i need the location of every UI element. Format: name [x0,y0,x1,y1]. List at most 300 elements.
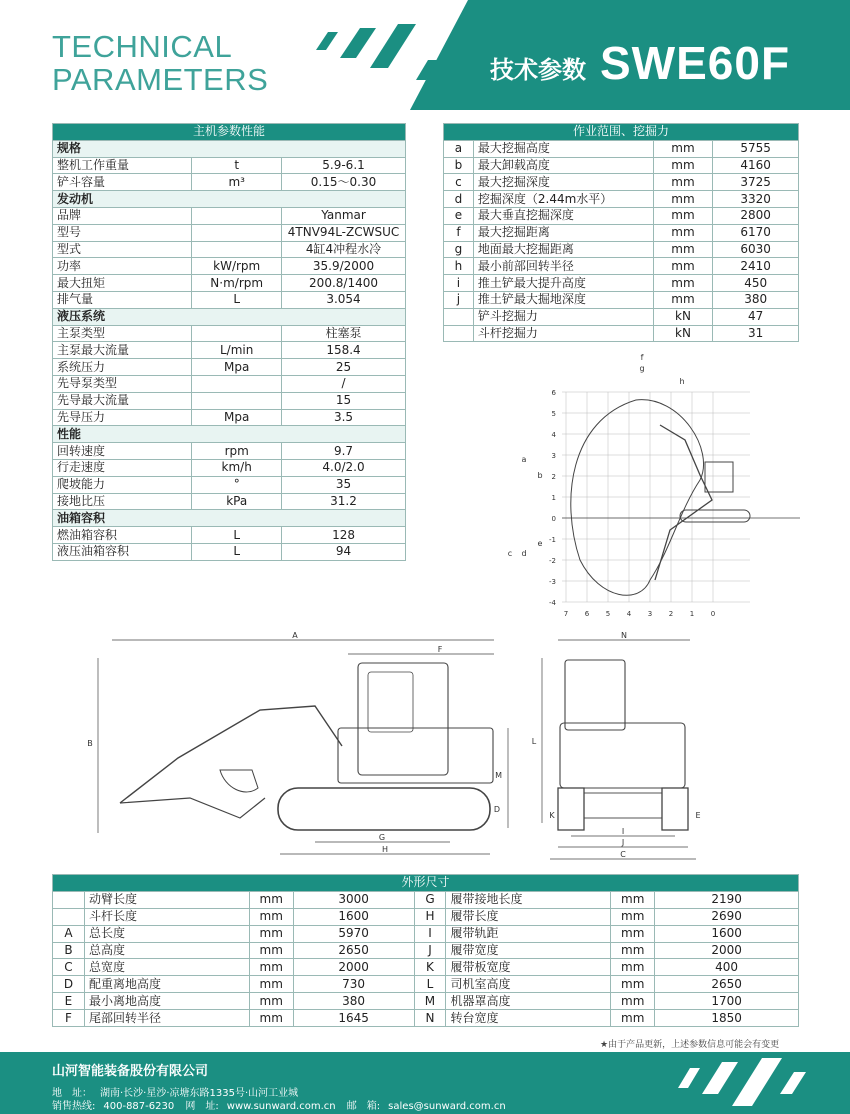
table-row [53,291,406,308]
table-row [444,207,799,224]
dim-unit: mm [611,1010,655,1027]
section-row [53,140,406,157]
table-row [53,493,406,510]
param-unit [192,224,282,241]
param-value: 3725 [713,174,799,191]
main-params-title: 主机参数性能 [53,124,406,141]
param-unit [192,375,282,392]
dimensions-table [52,874,799,1027]
dim-value: 2000 [655,942,799,959]
side-label-m: M [495,771,502,780]
param-label: 功率 [53,258,192,275]
table-row [53,476,406,493]
param-value: 3320 [713,191,799,208]
param-label: 推土铲最大提升高度 [473,275,653,292]
section-row [53,510,406,527]
param-unit: rpm [192,443,282,460]
front-view-diagram [520,628,735,868]
range-y-tick: 1 [551,494,556,502]
side-label-b: B [87,739,93,748]
param-unit: Mpa [192,409,282,426]
dim-value: 730 [293,976,414,993]
company-name: 山河智能装备股份有限公司 [52,1064,209,1079]
range-label-a: a [521,455,527,464]
param-label: 回转速度 [53,443,192,460]
table-row [53,1010,799,1027]
footer-stripes-decoration [670,1058,810,1108]
row-key: c [444,174,474,191]
param-value: Yanmar [282,207,406,224]
table-row [444,157,799,174]
dim-key: J [414,942,446,959]
table-row [444,140,799,157]
dimensions-title: 外形尺寸 [53,875,799,892]
param-unit: kN [653,308,713,325]
side-label-f: F [437,645,443,654]
dim-unit: mm [249,891,293,908]
range-y-tick: 5 [551,410,556,418]
table-row [53,409,406,426]
dim-value: 1700 [655,993,799,1010]
param-unit: mm [653,157,713,174]
dim-value: 3000 [293,891,414,908]
web-link[interactable]: www.sunward.com.cn [226,1101,336,1112]
param-label: 型号 [53,224,192,241]
side-stick [120,798,265,818]
range-label-f: f [640,353,644,362]
row-key: f [444,224,474,241]
param-value: 9.7 [282,443,406,460]
param-value: 4缸4冲程水冷 [282,241,406,258]
footer-stripe-1 [678,1068,700,1088]
dim-label: 尾部回转半径 [84,1010,249,1027]
param-label: 最大扭矩 [53,275,192,292]
row-key: a [444,140,474,157]
dim-unit: mm [611,942,655,959]
dim-key: D [53,976,85,993]
dim-unit: mm [249,925,293,942]
table-row [53,241,406,258]
header-stripe-3 [370,24,416,68]
dimensions-header-row [53,875,799,892]
dim-label: 配重离地高度 [84,976,249,993]
range-envelope [571,400,704,596]
param-unit: Mpa [192,359,282,376]
table-row [444,308,799,325]
email-link[interactable]: sales@sunward.com.cn [388,1101,506,1112]
dim-key [53,908,85,925]
dim-label: 机器罩高度 [446,993,611,1010]
table-row [53,925,799,942]
dim-key: C [53,959,85,976]
range-label-c: c [507,549,513,558]
table-row [53,375,406,392]
model-name: SWE60F [600,37,791,89]
table-row [53,258,406,275]
param-unit: L [192,291,282,308]
dim-label: 转台宽度 [446,1010,611,1027]
param-unit: km/h [192,459,282,476]
side-cab-window [368,672,413,732]
section-row [53,191,406,208]
footer-contact [52,1097,514,1112]
side-label-a: A [292,631,298,640]
param-value: 200.8/1400 [282,275,406,292]
working-range-diagram [500,350,810,620]
param-label: 主泵类型 [53,325,192,342]
dim-label: 总宽度 [84,959,249,976]
table-row [53,275,406,292]
range-x-tick: 0 [710,610,716,618]
range-x-tick: 2 [668,610,674,618]
table-row [444,291,799,308]
dim-key: B [53,942,85,959]
table-row [53,891,799,908]
work-range-table [443,123,799,342]
param-label: 主泵最大流量 [53,342,192,359]
dim-key: A [53,925,85,942]
param-value: 4160 [713,157,799,174]
front-label-c: C [620,850,626,859]
dim-key: G [414,891,446,908]
range-x-tick: 7 [563,610,569,618]
dim-value: 2000 [293,959,414,976]
param-label: 先导最大流量 [53,392,192,409]
row-key: i [444,275,474,292]
section-title: 规格 [53,140,406,157]
dim-unit: mm [249,976,293,993]
front-label-k: K [549,811,555,820]
dim-unit: mm [249,1010,293,1027]
title-en [52,30,268,96]
section-title: 油箱容积 [53,510,406,527]
param-label: 型式 [53,241,192,258]
hotline-label: 销售热线: [52,1101,96,1112]
param-value: 35.9/2000 [282,258,406,275]
side-label-h: H [381,845,389,854]
param-label: 最大挖掘高度 [473,140,653,157]
row-key: e [444,207,474,224]
front-undercarriage [584,793,662,818]
param-label: 铲斗挖掘力 [473,308,653,325]
param-value: 31.2 [282,493,406,510]
table-row [53,392,406,409]
param-label: 斗杆挖掘力 [473,325,653,342]
param-unit: mm [653,275,713,292]
param-label: 最大卸载高度 [473,157,653,174]
table-row [53,527,406,544]
param-value: / [282,375,406,392]
range-x-tick: 1 [689,610,695,618]
param-unit: kPa [192,493,282,510]
param-unit: L [192,527,282,544]
table-row [53,342,406,359]
dim-label: 履带轨距 [446,925,611,942]
dim-value: 1600 [655,925,799,942]
range-cab [705,462,733,492]
param-unit: mm [653,174,713,191]
param-unit [192,325,282,342]
main-params-body [53,124,406,561]
param-unit [192,207,282,224]
range-y-tick: 4 [551,431,556,439]
param-label: 液压油箱容积 [53,543,192,560]
range-grid [549,389,750,618]
row-key: h [444,258,474,275]
disclaimer-note: ★由于产品更新，上述参数信息可能会有变更 [600,1040,780,1050]
param-unit [192,392,282,409]
work-range-title: 作业范围、挖掘力 [444,124,799,141]
dim-key: N [414,1010,446,1027]
side-label-d: D [493,805,500,814]
table-row [53,959,799,976]
front-track-right [662,788,688,830]
dim-value: 5970 [293,925,414,942]
param-value: 柱塞泵 [282,325,406,342]
param-value: 4TNV94L-ZCWSUC [282,224,406,241]
table-row [53,942,799,959]
table-row [444,241,799,258]
dim-value: 2650 [655,976,799,993]
param-unit: mm [653,191,713,208]
dim-label: 司机室高度 [446,976,611,993]
param-label: 最大挖掘距离 [473,224,653,241]
param-label: 品牌 [53,207,192,224]
param-value: 5.9-6.1 [282,157,406,174]
param-unit: mm [653,207,713,224]
param-unit: N·m/rpm [192,275,282,292]
range-label-e: e [537,539,543,548]
email-label: 邮 箱: [346,1101,381,1112]
param-label: 先导压力 [53,409,192,426]
work-range-header-row [444,124,799,141]
param-value: 15 [282,392,406,409]
param-value: 380 [713,291,799,308]
header-stripe-1 [316,32,338,50]
section-title: 液压系统 [53,308,406,325]
dim-value: 400 [655,959,799,976]
row-key [444,325,474,342]
side-view-diagram [80,628,510,868]
front-body [560,723,685,788]
param-unit: mm [653,140,713,157]
range-x-tick: 4 [626,610,632,618]
footer-stripe-3 [732,1058,782,1106]
range-label-g: g [639,364,645,373]
dim-label: 履带板宽度 [446,959,611,976]
dim-key: M [414,993,446,1010]
param-unit: mm [653,241,713,258]
footer-stripe-4 [780,1072,806,1094]
page-footer [0,1052,850,1114]
table-row [53,207,406,224]
param-unit: ° [192,476,282,493]
param-value: 3.054 [282,291,406,308]
table-row [53,976,799,993]
dim-label: 斗杆长度 [84,908,249,925]
dim-unit: mm [611,891,655,908]
front-label-j: J [621,838,625,847]
param-unit: mm [653,258,713,275]
param-unit [192,241,282,258]
param-label: 最小前部回转半径 [473,258,653,275]
param-label: 先导泵类型 [53,375,192,392]
param-label: 最大挖掘深度 [473,174,653,191]
range-label-d: d [521,549,527,558]
row-key [444,308,474,325]
footer-stripe-2 [702,1062,738,1094]
address-label: 地 址： [52,1088,92,1099]
dim-value: 2650 [293,942,414,959]
side-label-g: G [378,833,386,842]
range-arm [655,425,712,580]
front-label-n: N [621,631,627,640]
dim-label: 履带接地长度 [446,891,611,908]
row-key: b [444,157,474,174]
param-label: 接地比压 [53,493,192,510]
dim-key: L [414,976,446,993]
table-row [53,908,799,925]
param-unit: kW/rpm [192,258,282,275]
param-value: 0.15～0.30 [282,174,406,191]
param-value: 6030 [713,241,799,258]
dim-value: 2190 [655,891,799,908]
dim-unit: mm [249,993,293,1010]
dim-label: 总高度 [84,942,249,959]
param-label: 整机工作重量 [53,157,192,174]
dim-value: 1600 [293,908,414,925]
param-unit: L [192,543,282,560]
range-label-h: h [679,377,685,386]
range-x-tick: 5 [605,610,611,618]
front-label-e: E [695,811,701,820]
row-key: d [444,191,474,208]
param-value: 35 [282,476,406,493]
param-value: 128 [282,527,406,544]
param-unit: m³ [192,174,282,191]
section-row [53,426,406,443]
table-row [53,993,799,1010]
table-row [53,325,406,342]
front-track-left [558,788,584,830]
range-y-tick: -3 [549,578,556,586]
dim-label: 履带长度 [446,908,611,925]
main-params-header-row [53,124,406,141]
title-en-line2: PARAMETERS [52,62,269,97]
dim-unit: mm [611,976,655,993]
range-y-tick: 2 [551,473,556,481]
param-label: 最大垂直挖掘深度 [473,207,653,224]
dim-key: H [414,908,446,925]
param-value: 2800 [713,207,799,224]
range-x-tick: 3 [647,610,653,618]
param-unit: mm [653,224,713,241]
dim-label: 总长度 [84,925,249,942]
header-stripe-2 [340,28,376,58]
table-row [444,258,799,275]
param-value: 47 [713,308,799,325]
param-label: 行走速度 [53,459,192,476]
table-row [53,443,406,460]
param-label: 推土铲最大掘地深度 [473,291,653,308]
param-value: 6170 [713,224,799,241]
range-y-tick: 6 [551,389,556,397]
param-value: 2410 [713,258,799,275]
dim-value: 1645 [293,1010,414,1027]
param-value: 94 [282,543,406,560]
main-params-table [52,123,406,561]
param-label: 爬坡能力 [53,476,192,493]
param-value: 4.0/2.0 [282,459,406,476]
table-row [444,191,799,208]
param-label: 挖掘深度（2.44m水平） [473,191,653,208]
range-y-tick: 3 [551,452,556,460]
section-title: 性能 [53,426,406,443]
dim-label: 动臂长度 [84,891,249,908]
dim-unit: mm [611,925,655,942]
title-cn: 技术参数 [490,56,586,84]
param-value: 158.4 [282,342,406,359]
row-key: j [444,291,474,308]
range-label-b: b [537,471,543,480]
table-row [53,459,406,476]
param-label: 铲斗容量 [53,174,192,191]
range-x-tick: 6 [584,610,590,618]
table-row [444,275,799,292]
side-cab [358,663,448,775]
front-label-l: L [531,737,537,746]
param-value: 450 [713,275,799,292]
table-row [53,543,406,560]
dim-unit: mm [249,942,293,959]
dim-unit: mm [611,908,655,925]
table-row [444,174,799,191]
dim-label: 履带宽度 [446,942,611,959]
dim-value: 2690 [655,908,799,925]
dimensions-body [53,875,799,1027]
table-row [53,174,406,191]
range-y-tick: -2 [549,557,556,565]
dim-key [53,891,85,908]
dim-unit: mm [611,959,655,976]
param-value: 5755 [713,140,799,157]
dim-unit: mm [249,959,293,976]
address-value: 湖南·长沙·星沙·凉塘东路1335号·山河工业城 [100,1088,299,1099]
work-range-body [444,124,799,342]
param-value: 31 [713,325,799,342]
dim-unit: mm [249,908,293,925]
range-y-tick: -1 [549,536,556,544]
param-value: 25 [282,359,406,376]
table-row [53,157,406,174]
param-unit: t [192,157,282,174]
page-header [0,0,850,110]
table-row [444,224,799,241]
param-label: 地面最大挖掘距离 [473,241,653,258]
dim-key: K [414,959,446,976]
front-cab [565,660,625,730]
dim-value: 1850 [655,1010,799,1027]
hotline-value: 400-887-6230 [103,1101,175,1112]
row-key: g [444,241,474,258]
front-label-i: I [621,827,625,836]
param-value: 3.5 [282,409,406,426]
param-unit: L/min [192,342,282,359]
web-label: 网 址: [185,1101,219,1112]
param-unit: mm [653,291,713,308]
param-unit: kN [653,325,713,342]
table-row [444,325,799,342]
